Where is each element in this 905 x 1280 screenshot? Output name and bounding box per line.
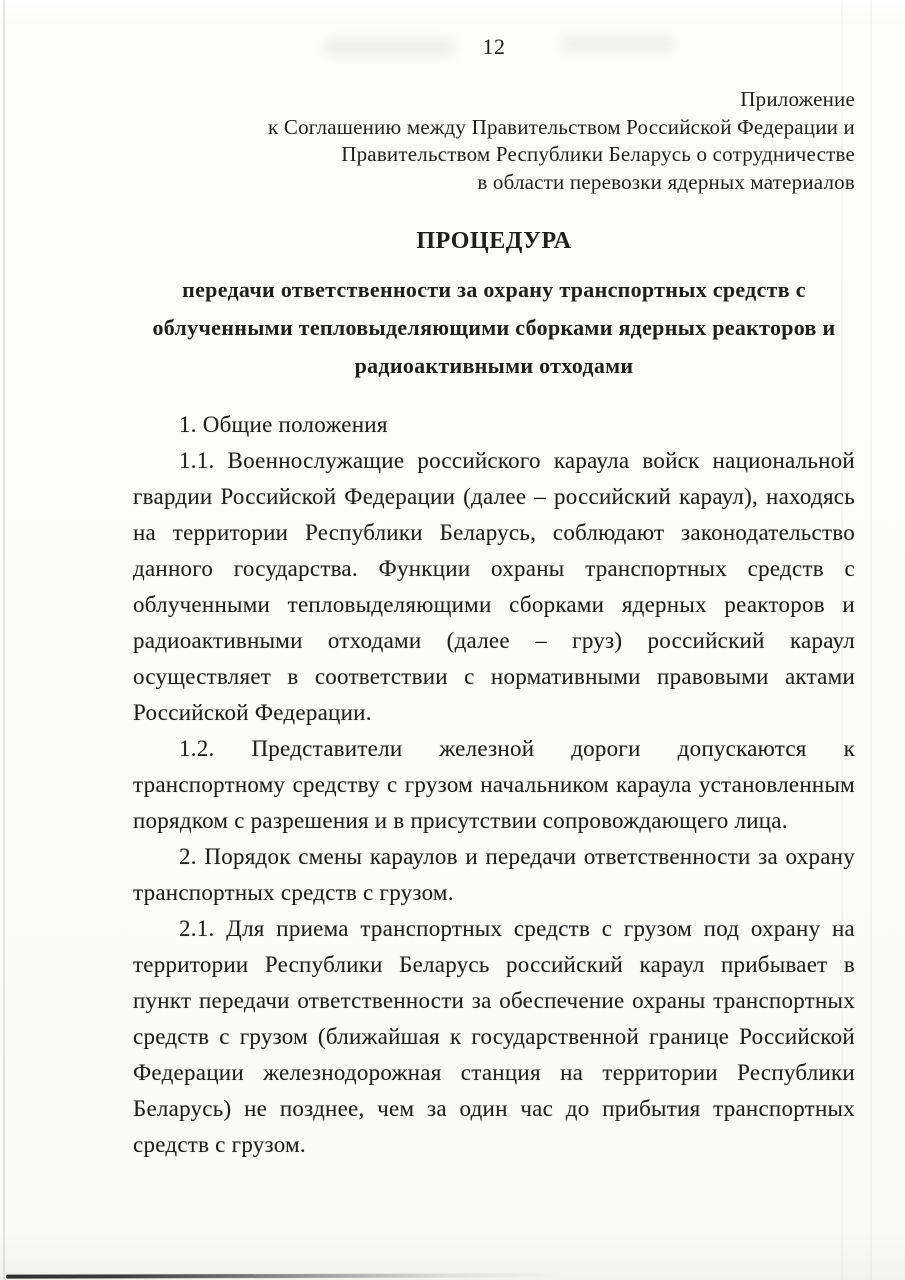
scan-right-streak	[870, 0, 872, 1280]
scan-right-streak	[841, 0, 843, 1280]
page-number: 12	[482, 34, 506, 59]
document-subtitle-line: передачи ответственности за охрану транспортных средств с	[182, 277, 806, 302]
scan-bottom-edge-shadow	[6, 1273, 562, 1278]
appendix-header-line: Правительством Республики Беларусь о сотрудничестве	[341, 142, 855, 166]
document-subtitle-line: облученными тепловыделяющими сборками ядерных реакторов и	[152, 315, 836, 340]
appendix-header-line: к Соглашению между Правительством Российской Федерации и	[268, 114, 855, 139]
paragraph-1-2: 1.2. Представители железной дороги допускаются к транспортному средству с грузом начальником караула установленным порядком с разрешения и в присутствии сопровождающего лица.	[133, 736, 855, 833]
section-heading-general: 1. Общие положения	[179, 412, 388, 437]
paragraph-2-1: 2.1. Для приема транспортных средств с грузом под охрану на территории Республики Беларусь российский караул прибывает в пункт передачи ответственности за обеспечение охраны транспортных средств с грузом (ближайшая к государственной границе Российской Федерации железнодорожная станция на территории Республики Беларусь) не позднее, чем за один час до прибытия транспортных средств с грузом.	[133, 916, 855, 1157]
section-heading-2: 2. Порядок смены караулов и передачи ответственности за охрану транспортных средств с грузом.	[133, 844, 855, 905]
document-subtitle-line: радиоактивными отходами	[354, 353, 634, 378]
appendix-header	[133, 86, 855, 196]
document-body	[133, 407, 855, 1163]
scan-left-edge-line	[3, 0, 5, 1280]
appendix-header-line: в области перевозки ядерных материалов	[477, 169, 855, 194]
document-title: ПРОЦЕДУРА	[416, 228, 572, 254]
document-subtitle	[133, 271, 855, 385]
paragraph-1-1: 1.1. Военнослужащие российского караула войск национальной гвардии Российской Федерации (далее – российский караул), находясь на территории Республики Беларусь, соблюдают законодательство данного государства. Функции охраны транспортных средств с облученными тепловыделяющими сборками ядерных реакторов и радиоактивными отходами (далее – груз) российский караул осуществляет в соответствии с нормативными правовыми актами Российской Федерации.	[133, 448, 855, 725]
document-content	[133, 0, 855, 1163]
appendix-header-line: Приложение	[740, 87, 855, 111]
